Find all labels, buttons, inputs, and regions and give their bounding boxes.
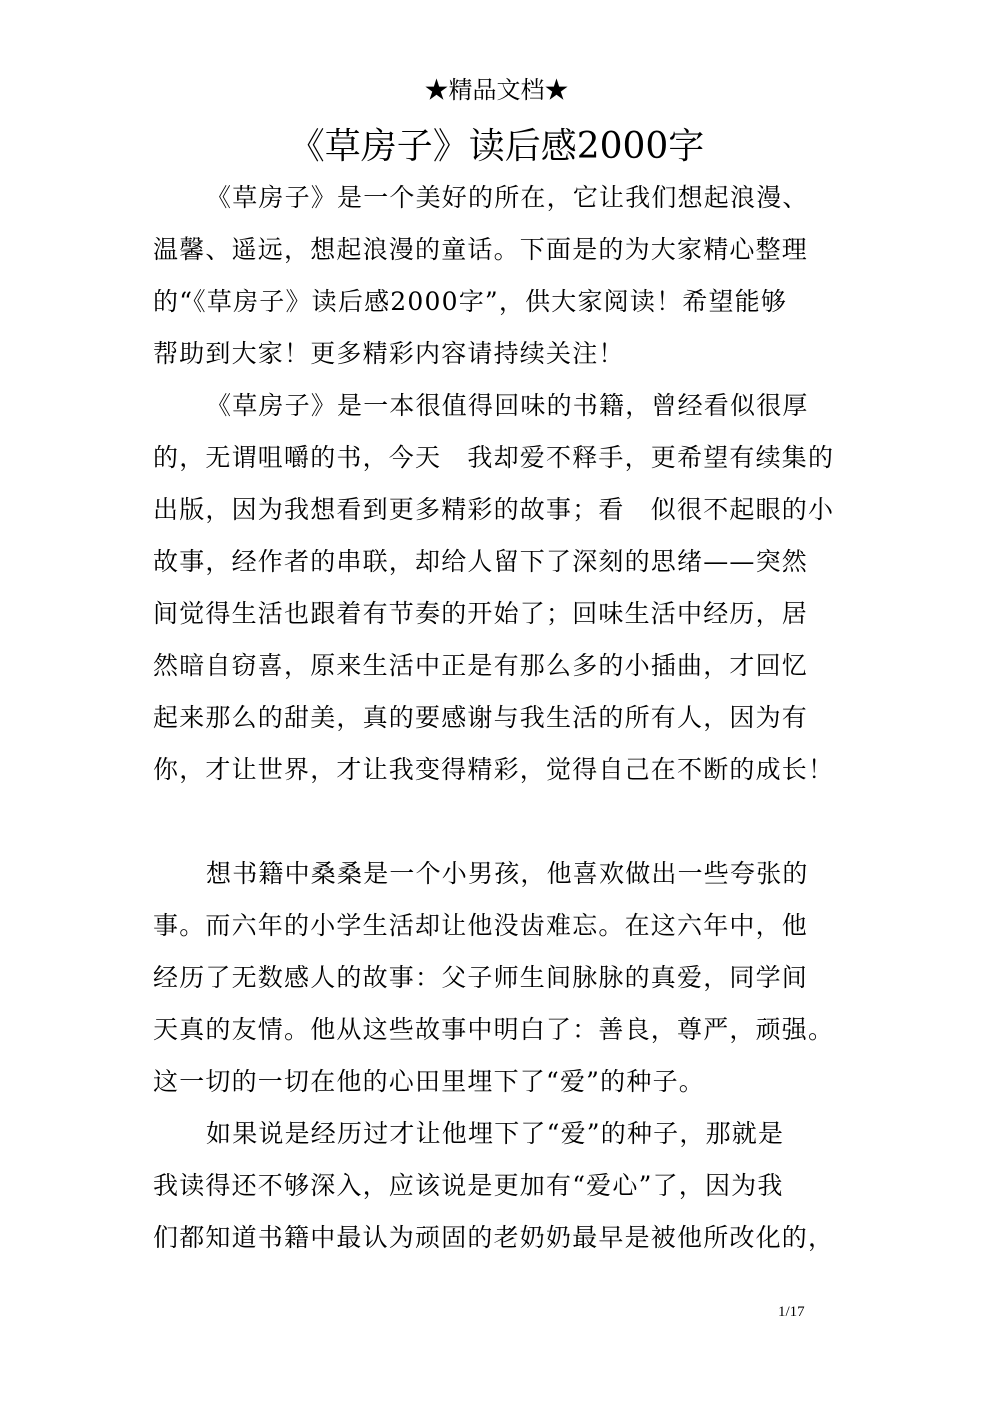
paragraph-line: 帮助到大家！更多精彩内容请持续关注！ (153, 339, 625, 368)
paragraph-line: 故事，经作者的串联，却给人留下了深刻的思绪——突然 (153, 547, 809, 576)
paragraph-line: 事。而六年的小学生活却让他没齿难忘。在这六年中，他 (153, 911, 809, 940)
paragraph-line: 们都知道书籍中最认为顽固的老奶奶最早是被他所改化的， (153, 1223, 835, 1252)
page-number: 1/17 (778, 1304, 805, 1320)
paragraph-line: 我读得还不够深入，应该说是更加有“爱心”了，因为我 (153, 1171, 784, 1200)
paragraph-line: 天真的友情。他从这些故事中明白了：善良，尊严，顽强。 (153, 1015, 835, 1044)
paragraph-line: 温馨、遥远，想起浪漫的童话。下面是的为大家精心整理 (153, 235, 809, 264)
paragraph-line: 的，无谓咀嚼的书，今天 我却爱不释手，更希望有续集的 (153, 443, 835, 472)
paragraph-line: 这一切的一切在他的心田里埋下了“爱”的种子。 (153, 1067, 705, 1096)
paragraph-line: 起来那么的甜美，真的要感谢与我生活的所有人，因为有 (153, 703, 809, 732)
paragraph-line: 如果说是经历过才让他埋下了“爱”的种子，那就是 (206, 1119, 785, 1148)
paragraph-line: 《草房子》是一本很值得回味的书籍，曾经看似很厚 (206, 391, 809, 420)
document-header: ★精品文档★ (424, 76, 569, 104)
paragraph-line: 出版，因为我想看到更多精彩的故事；看 似很不起眼的小 (153, 495, 835, 524)
paragraph-line: 想书籍中桑桑是一个小男孩，他喜欢做出一些夸张的 (206, 859, 809, 888)
paragraph-line: 间觉得生活也跟着有节奏的开始了；回味生活中经历，居 (153, 599, 809, 628)
paragraph-line: 然暗自窃喜，原来生活中正是有那么多的小插曲，才回忆 (153, 651, 809, 680)
paragraph-line: 《草房子》是一个美好的所在，它让我们想起浪漫、 (206, 183, 809, 212)
document-title: 《草房子》读后感2000字 (288, 126, 705, 167)
paragraph-line: 经历了无数感人的故事：父子师生间脉脉的真爱，同学间 (153, 963, 809, 992)
paragraph-line: 你，才让世界，才让我变得精彩，觉得自己在不断的成长！ (153, 755, 835, 784)
paragraph-line: 的“《草房子》读后感2000字”，供大家阅读！希望能够 (153, 287, 788, 316)
